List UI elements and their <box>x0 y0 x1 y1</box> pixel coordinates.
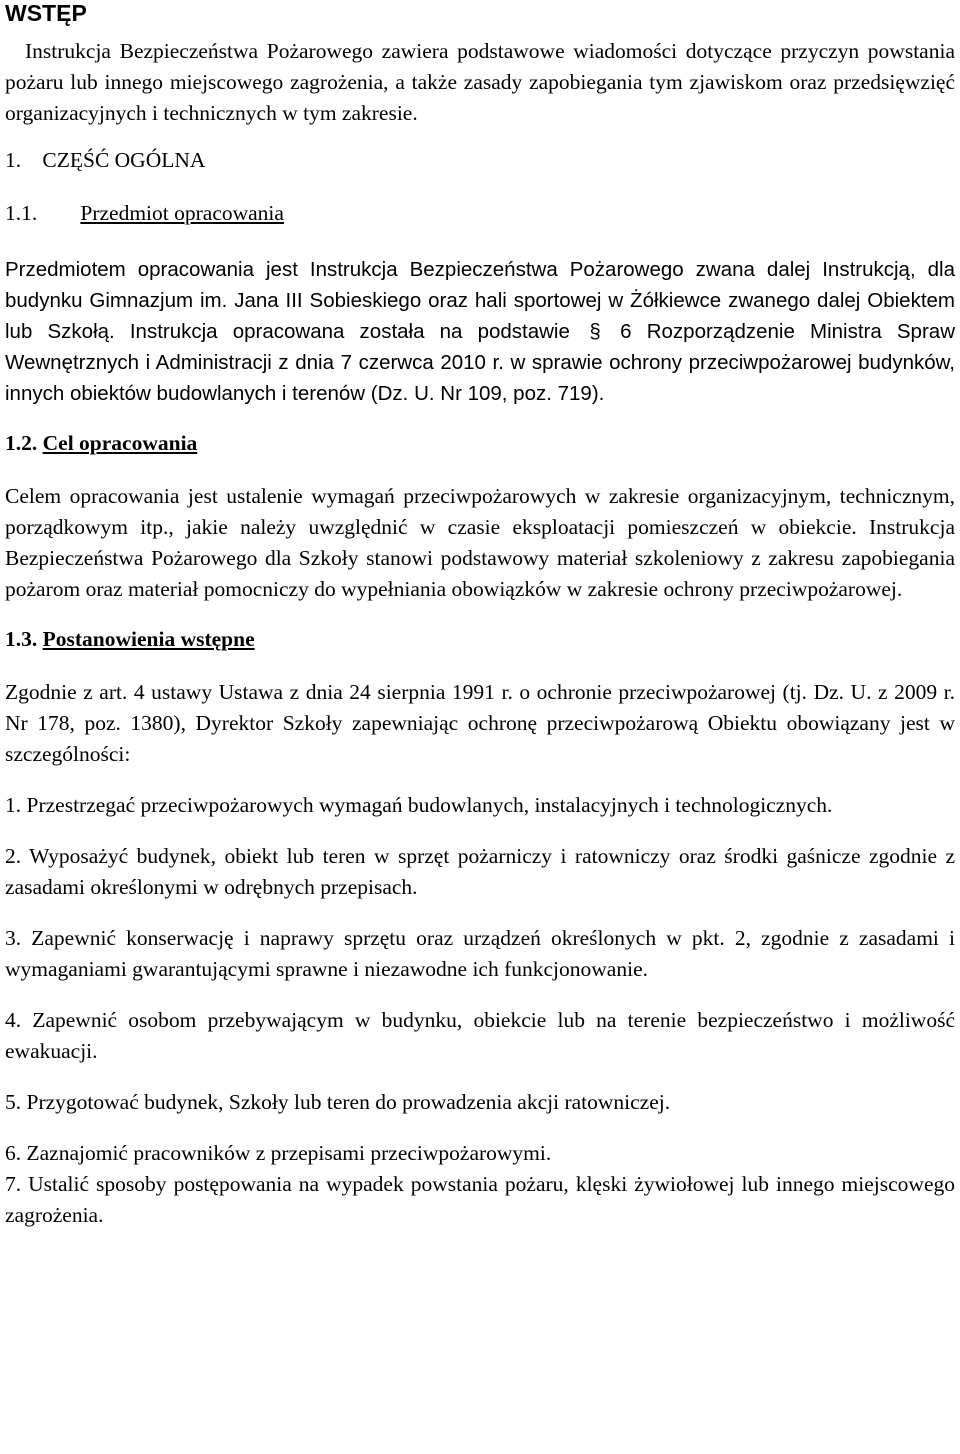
section-1-title: CZĘŚĆ OGÓLNA <box>42 148 206 172</box>
section-1-2-number: 1.2. <box>5 431 38 455</box>
section-1-1-text-a: Przedmiotem opracowania jest Instrukcja Bezpieczeństwa Pożarowego zwana dalej Instrukcją, dla budynku Gimnazjum im. Jana III Sobieskiego oraz hali sportowej w Żółkiewce zwanego dalej Obiektem lub Szkołą. Instrukcja opracowana została na podstawie <box>5 258 955 343</box>
section-1-3-title: Postanowienia wstępne <box>42 627 255 651</box>
section-1-1-text-b: 6 Rozporządzenie Ministra Spraw Wewnętrznych i Administracji z dnia 7 czerwca 2010 r. w sprawie ochrony przeciwpożarowej budynków, innych obiektów budowlanych i terenów (Dz. U. Nr 109, poz. 719). <box>5 320 955 405</box>
section-1-heading <box>5 145 955 176</box>
document-heading: WSTĘP <box>5 0 87 26</box>
section-1-3-heading <box>5 624 955 655</box>
list-item: 3. Zapewnić konserwację i naprawy sprzętu oraz urządzeń określonych w pkt. 2, zgodnie z zasadami i wymaganiami gwarantującymi sprawne i niezawodne ich funkcjonowanie. <box>5 926 955 981</box>
list-item: 2. Wyposażyć budynek, obiekt lub teren w sprzęt pożarniczy i ratowniczy oraz środki gaśnicze zgodnie z zasadami określonymi w odrębnych przepisach. <box>5 844 955 899</box>
section-1-number: 1. <box>5 148 22 172</box>
section-1-1-title: Przedmiot opracowania <box>80 201 284 225</box>
section-1-1-heading <box>5 198 955 229</box>
section-1-2-title: Cel opracowania <box>42 431 198 455</box>
section-1-1-number: 1.1. <box>5 201 38 225</box>
paragraph-mark: § <box>589 320 601 343</box>
intro-paragraph: Instrukcja Bezpieczeństwa Pożarowego zawiera podstawowe wiadomości dotyczące przyczyn powstania pożaru lub innego miejscowego zagrożenia, a także zasady zapobiegania tym zjawiskom oraz przedsięwzięć organizacyjnych i technicznych w tym zakresie. <box>5 39 955 125</box>
list-item: 7. Ustalić sposoby postępowania na wypadek powstania pożaru, klęski żywiołowej lub innego miejscowego zagrożenia. <box>5 1172 955 1227</box>
list-item: 5. Przygotować budynek, Szkoły lub teren do prowadzenia akcji ratowniczej. <box>5 1090 671 1114</box>
section-1-1-paragraph <box>5 254 955 409</box>
list-item: 4. Zapewnić osobom przebywającym w budynku, obiekcie lub na terenie bezpieczeństwo i możliwość ewakuacji. <box>5 1008 955 1063</box>
section-1-3-number: 1.3. <box>5 627 38 651</box>
section-1-3-paragraph: Zgodnie z art. 4 ustawy Ustawa z dnia 24 sierpnia 1991 r. o ochronie przeciwpożarowej (tj. Dz. U. z 2009 r. Nr 178, poz. 1380), Dyrektor Szkoły zapewniając ochronę przeciwpożarową Obiektu obowiązany jest w szczególności: <box>5 680 955 766</box>
list-item: 1. Przestrzegać przeciwpożarowych wymagań budowlanych, instalacyjnych i technologicznych. <box>5 793 833 817</box>
document-page <box>5 0 955 1231</box>
list-item: 6. Zaznajomić pracowników z przepisami przeciwpożarowymi. <box>5 1141 552 1165</box>
section-1-2-heading <box>5 428 955 459</box>
section-1-2-paragraph: Celem opracowania jest ustalenie wymagań przeciwpożarowych w zakresie organizacyjnym, technicznym, porządkowym itp., jakie należy uwzględnić w czasie eksploatacji pomieszczeń w obiekcie. Instrukcja Bezpieczeństwa Pożarowego dla Szkoły stanowi podstawowy materiał szkoleniowy z zakresu zapobiegania pożarom oraz materiał pomocniczy do wypełniania obowiązków w zakresie ochrony przeciwpożarowej. <box>5 484 955 601</box>
